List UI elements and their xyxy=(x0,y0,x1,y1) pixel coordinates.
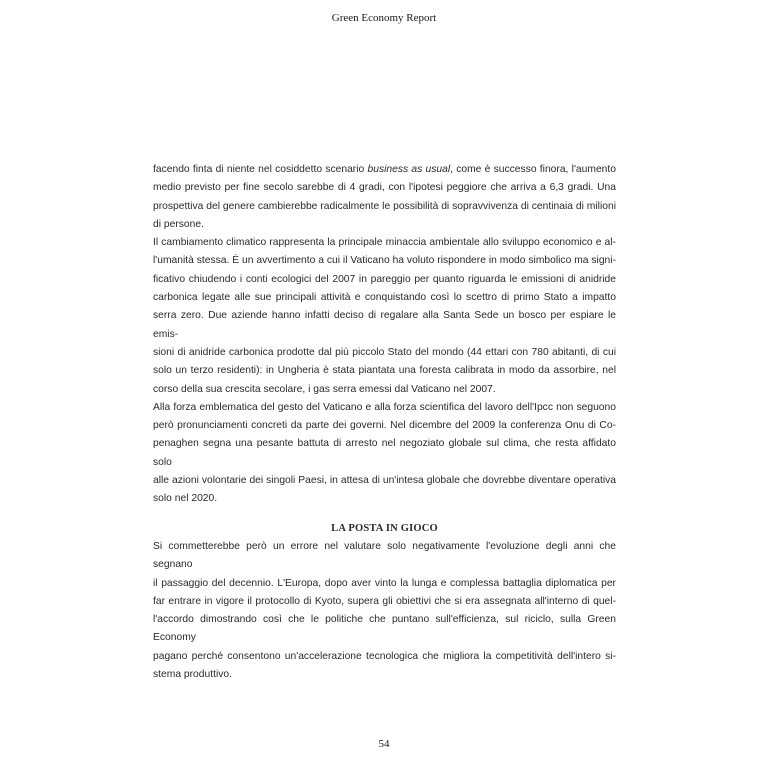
text-line: pagano perché consentono un'accelerazione tecnologica che migliora la competitività dell'intero si- xyxy=(153,650,616,662)
text-line: prospettiva del genere cambierebbe radicalmente le possibilità di sopravvivenza di centinaia di milioni xyxy=(153,200,616,212)
text-line: medio previsto per fine secolo sarebbe di 4 gradi, con l'ipotesi peggiore che arriva a 6,3 gradi. Una xyxy=(153,182,616,194)
text-line: serra zero. Due aziende hanno infatti deciso di regalare alla Santa Sede un bosco per espiare le emis- xyxy=(153,310,616,340)
text-line: carbonica legate alle sue principali attività e conquistando così lo scettro di primo Stato a impatto xyxy=(153,292,616,304)
text-fragment: facendo finta di niente nel cosiddetto scenario xyxy=(153,164,368,175)
emphasis-text: business as usual xyxy=(367,164,451,175)
page-number: 54 xyxy=(378,738,390,750)
paragraph-2 xyxy=(153,234,616,399)
text-line: sioni di anidride carbonica prodotte dal più piccolo Stato del mondo (44 ettari con 780 abitanti, di cui xyxy=(153,346,616,358)
text-line: l'accordo dimostrando così che le politiche che puntano sull'efficienza, sul riciclo, sulla Green Economy xyxy=(153,614,616,644)
text-line: di persone. xyxy=(153,218,204,230)
text-line: stema produttivo. xyxy=(153,669,232,681)
text-line: far entrare in vigore il protocollo di Kyoto, supera gli obiettivi che si era assegnata all'interno di quel- xyxy=(153,595,616,607)
text-fragment: , come è successo finora, l'aumento xyxy=(450,164,616,175)
text-line: penaghen segna una pesante battuta di arresto nel negoziato globale sul clima, che resta affidato solo xyxy=(153,438,616,468)
running-header: Green Economy Report xyxy=(331,12,437,24)
text-line: alle azioni volontarie dei singoli Paesi, in attesa di un'intesa globale che dovrebbe diventare operativa xyxy=(153,475,616,487)
text-line: il passaggio del decennio. L'Europa, dopo aver vinto la lunga e complessa battaglia diplomatica per xyxy=(153,577,616,589)
text-line: però pronunciamenti concreti da parte dei governi. Nel dicembre del 2009 la conferenza Onu di Co- xyxy=(153,420,616,432)
text-line xyxy=(153,161,616,179)
text-line: corso della sua crescita secolare, i gas serra emessi dal Vaticano nel 2007. xyxy=(153,383,496,395)
text-line: Alla forza emblematica del gesto del Vaticano e alla forza scientifica del lavoro dell'Ipcc non seguono xyxy=(153,401,616,413)
body-text xyxy=(153,161,616,684)
text-line: solo un terzo residenti): in Ungheria è stata piantata una foresta calibrata in modo da assorbire, nel xyxy=(153,365,616,377)
section-heading: LA POSTA IN GIOCO xyxy=(331,522,438,534)
text-line: Si commetterebbe però un errore nel valutare solo negativamente l'evoluzione degli anni che segnano xyxy=(153,540,616,571)
text-line: solo nel 2020. xyxy=(153,493,218,505)
paragraph-1 xyxy=(153,161,616,234)
text-line: l'umanità stessa. È un avvertimento a cui il Vaticano ha voluto rispondere in modo simbolico ma signi- xyxy=(153,255,616,267)
text-line: Il cambiamento climatico rappresenta la principale minaccia ambientale allo sviluppo economico e al- xyxy=(153,237,616,249)
paragraph-4 xyxy=(153,538,616,684)
paragraph-3 xyxy=(153,399,616,509)
text-line: ficativo chiudendo i conti ecologici del 2007 in pareggio per quanto riguarda le emissioni di anidride xyxy=(153,273,616,285)
